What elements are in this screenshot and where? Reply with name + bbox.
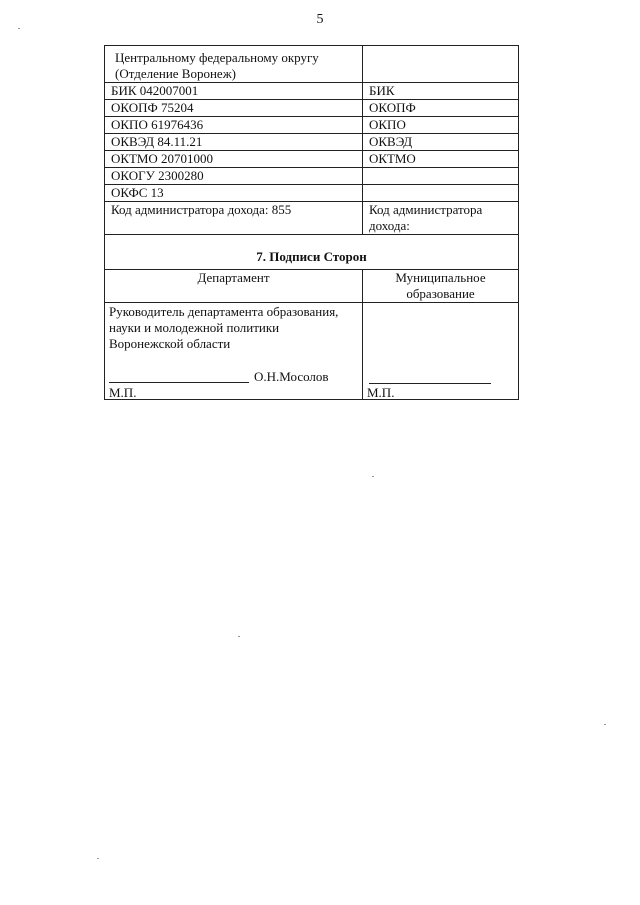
scan-speck — [18, 28, 20, 29]
requisite-left: ОКПО 61976436 — [105, 117, 363, 134]
municipality-signature-cell — [363, 303, 519, 400]
bank-line-2: (Отделение Воронеж) — [115, 66, 237, 81]
table-row — [105, 134, 519, 151]
requisite-right: ОКТМО — [363, 151, 519, 168]
position-line-1: Руководитель департамента образования, — [109, 304, 339, 319]
municipality-stamp-label: М.П. — [367, 385, 395, 400]
requisites-table — [104, 45, 519, 400]
signature-row — [105, 303, 519, 400]
table-row — [105, 117, 519, 134]
scan-speck — [97, 858, 99, 859]
requisite-left: БИК 042007001 — [105, 83, 363, 100]
page-number: 5 — [316, 12, 324, 27]
municipality-header: Муниципальное образование — [363, 270, 519, 303]
requisite-left: ОКФС 13 — [105, 185, 363, 202]
table-row — [105, 168, 519, 185]
table-row — [105, 83, 519, 100]
department-header: Департамент — [105, 270, 363, 303]
scan-speck — [238, 636, 240, 637]
department-signer-name: О.Н.Мосолов — [254, 369, 329, 384]
requisite-left: ОКТМО 20701000 — [105, 151, 363, 168]
requisite-left: Код администратора дохода: 855 — [105, 202, 363, 235]
requisite-right: ОКВЭД — [363, 134, 519, 151]
requisite-left: ОКВЭД 84.11.21 — [105, 134, 363, 151]
requisite-left: ОКОПФ 75204 — [105, 100, 363, 117]
section-title: 7. Подписи Сторон — [105, 235, 519, 270]
department-signature-line — [109, 382, 249, 383]
requisite-right: ОКПО — [363, 117, 519, 134]
department-signature-cell — [105, 303, 363, 400]
position-line-3: Воронежской области — [109, 336, 231, 351]
department-stamp-label: М.П. — [109, 385, 137, 400]
table-row — [105, 151, 519, 168]
table-row — [105, 100, 519, 117]
signature-header-row — [105, 270, 519, 303]
bank-line-1: Центральному федеральному округу — [115, 50, 319, 65]
bank-name-cell-right — [363, 46, 519, 83]
table-row — [105, 185, 519, 202]
requisite-right: Код администратора дохода: — [363, 202, 519, 235]
table-row — [105, 202, 519, 235]
bank-name-cell — [105, 46, 363, 83]
requisite-right — [363, 168, 519, 185]
table-row — [105, 46, 519, 83]
position-line-2: науки и молодежной политики — [109, 320, 280, 335]
requisite-right: БИК — [363, 83, 519, 100]
municipality-signature-line — [369, 383, 491, 384]
requisite-right — [363, 185, 519, 202]
requisite-left: ОКОГУ 2300280 — [105, 168, 363, 185]
requisite-right: ОКОПФ — [363, 100, 519, 117]
department-position — [109, 304, 361, 352]
scan-speck — [372, 476, 374, 477]
scan-speck — [604, 724, 606, 725]
section-title-row — [105, 235, 519, 270]
